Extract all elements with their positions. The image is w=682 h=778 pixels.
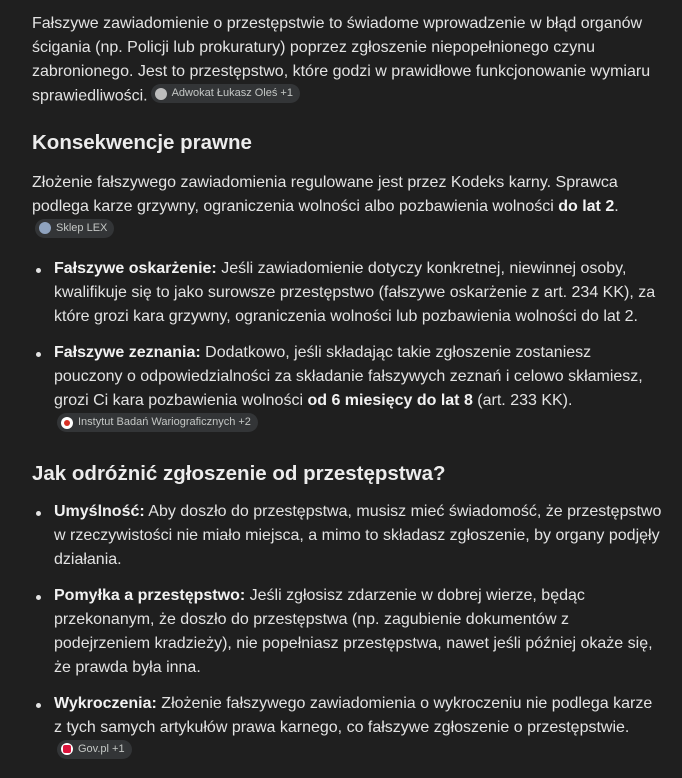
bullet-icon — [36, 511, 41, 516]
konsekwencje-end: . — [614, 197, 619, 215]
source-chip-adwokat[interactable] — [151, 84, 300, 103]
item-text: Jeśli zawiadomienie dotyczy konkretnej, niewinnej osoby, kwalifikuje się to jako surowsze przestępstwo (fałszywe oskarżenie z art. 234 KK), za które grozi kara grzywny, ograniczenia wolności lub pozbawienia wolności do lat 2. — [54, 260, 656, 325]
source-chip-label: Sklep LEX — [56, 221, 108, 234]
source-chip-label: Gov.pl +1 — [78, 742, 125, 755]
intro-paragraph — [32, 12, 662, 109]
list-item-falszywe-oskarzenie — [32, 257, 662, 329]
odroznic-list — [32, 500, 662, 765]
heading-konsekwencje: Konsekwencje prawne — [32, 130, 252, 154]
item-bold: od 6 miesięcy do lat 8 — [307, 392, 473, 409]
bullet-icon — [36, 352, 41, 357]
item-title: Umyślność: — [54, 502, 145, 520]
source-chip-label: Adwokat Łukasz Oleś +1 — [171, 87, 293, 99]
item-title: Fałszywe zeznania: — [54, 344, 201, 361]
item-title: Pomyłka a przestępstwo: — [54, 586, 246, 604]
heading-jak-odroznic: Jak odróżnić zgłoszenie od przestępstwa? — [32, 461, 446, 485]
source-chip-lex[interactable] — [35, 219, 114, 238]
item-text-end: (art. 233 KK). — [472, 392, 573, 409]
item-text: Złożenie fałszywego zawiadomienia o wykroczeniu nie podlega karze z tych samych artykułów prawa karnego, co fałszywe zgłoszenie o przestępstwie. — [54, 694, 653, 736]
item-text: Aby doszło do przestępstwa, musisz mieć świadomość, że przestępstwo w rzeczywistości nie miało miejsca, a mimo to składasz zgłoszenie, by organy podjęły działania. — [54, 502, 662, 568]
konsekwencje-paragraph — [32, 171, 662, 244]
bullet-icon — [36, 703, 41, 708]
source-chip-govpl[interactable] — [57, 740, 132, 759]
lex-favicon-icon — [39, 222, 51, 234]
konsekwencje-bold: do lat 2 — [558, 197, 615, 215]
govpl-favicon-icon — [61, 743, 73, 755]
list-item-umyslnosc — [32, 500, 662, 572]
konsekwencje-text: Złożenie fałszywego zawiadomienia regulowane jest przez Kodeks karny. Sprawca podlega karze grzywny, ograniczenia wolności albo pozbawienia wolności — [32, 173, 618, 215]
item-title: Wykroczenia: — [54, 694, 157, 712]
item-text: Dodatkowo, jeśli składając takie zgłoszenie zostaniesz pouczony o odpowiedzialności za składanie fałszywych zeznań i celowo skłamiesz, grozi Ci kara pozbawienia wolności — [54, 344, 643, 409]
bullet-icon — [36, 268, 41, 273]
source-chip-label: Instytut Badań Wariograficznych +2 — [78, 416, 251, 428]
list-item-falszywe-zeznania — [32, 341, 662, 438]
intro-text: Fałszywe zawiadomienie o przestępstwie to świadome wprowadzenie w błąd organów ścigania (np. Policji lub prokuratury) poprzez zgłoszenie niepopełnionego czynu zabronionego. Jest to przestępstwo, które godzi w prawidłowe funkcjonowanie wymiaru sprawiedliwości. — [32, 15, 651, 105]
instytut-favicon-icon — [61, 417, 73, 429]
bullet-icon — [36, 595, 41, 600]
adwokat-favicon-icon — [155, 88, 167, 100]
list-item-pomylka — [32, 584, 662, 680]
item-title: Fałszywe oskarżenie: — [54, 260, 217, 277]
source-chip-instytut[interactable] — [57, 413, 258, 432]
list-item-wykroczenia — [32, 692, 662, 765]
item-text: Jeśli zgłosisz zdarzenie w dobrej wierze, będąc przekonanym, że doszło do przestępstwa (np. zagubienie dokumentów z podejrzeniem kradzieży), nie popełniasz przestępstwa, nawet jeśli później okaże się, że prawda była inna. — [54, 586, 653, 676]
konsekwencje-list — [32, 257, 662, 438]
